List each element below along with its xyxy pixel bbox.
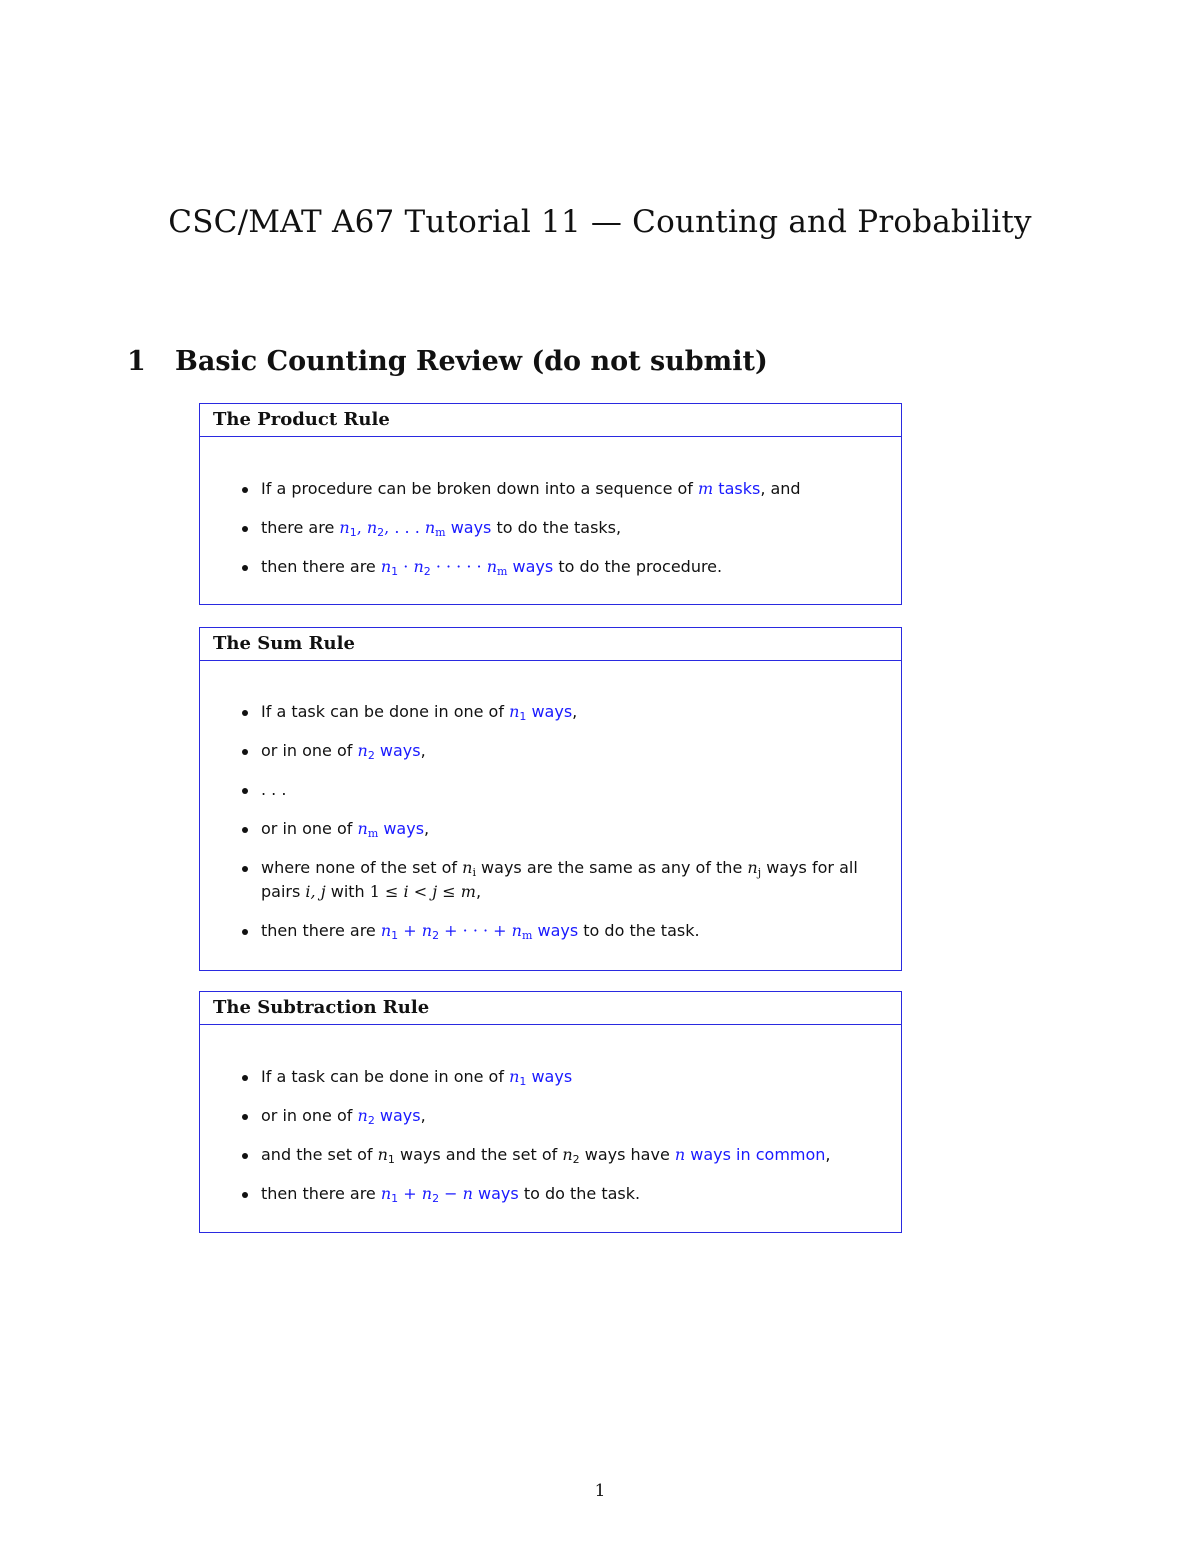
section-title: Basic Counting Review (do not submit) [175, 346, 768, 377]
list-item: If a procedure can be broken down into a sequence of m tasks, and [200, 477, 901, 501]
list-item: or in one of $n_2$ ways, [200, 739, 901, 763]
list-item: or in one of $n_m$ ways, [200, 817, 901, 841]
list-item: then there are $n_1 \cdot n_2$ · · · · · $n_m$ ways to do the procedure. [200, 555, 901, 579]
list-item: If a task can be done in one of $n_1$ ways [200, 1065, 901, 1089]
product-rule-box [199, 403, 902, 605]
section-heading [127, 346, 768, 377]
list-item: then there are $n_1 + n_2$ + · · · + $n_m$ ways to do the task. [200, 919, 901, 943]
list-item: there are $n_1$, $n_2$, . . . $n_m$ ways to do the tasks, [200, 516, 901, 540]
list-item: where none of the set of $n_i$ ways are the same as any of the $n_j$ ways for all pairs i, j with 1 ≤ i < j ≤ m, [200, 856, 901, 904]
page-title: CSC/MAT A67 Tutorial 11 — Counting and Probability [168, 204, 1032, 240]
list-item: If a task can be done in one of $n_1$ ways, [200, 700, 901, 724]
list-item: . . . [200, 778, 901, 802]
box-heading: The Sum Rule [200, 628, 901, 661]
list-item: or in one of $n_2$ ways, [200, 1104, 901, 1128]
page-number: 1 [594, 1481, 606, 1501]
sum-rule-box [199, 627, 902, 971]
subtraction-rule-box [199, 991, 902, 1233]
box-heading: The Product Rule [200, 404, 901, 437]
section-number: 1 [127, 346, 146, 377]
list-item: and the set of $n_1$ ways and the set of $n_2$ ways have n ways in common, [200, 1143, 901, 1167]
box-heading: The Subtraction Rule [200, 992, 901, 1025]
list-item: then there are $n_1 + n_2 - n$ ways to do the task. [200, 1182, 901, 1206]
